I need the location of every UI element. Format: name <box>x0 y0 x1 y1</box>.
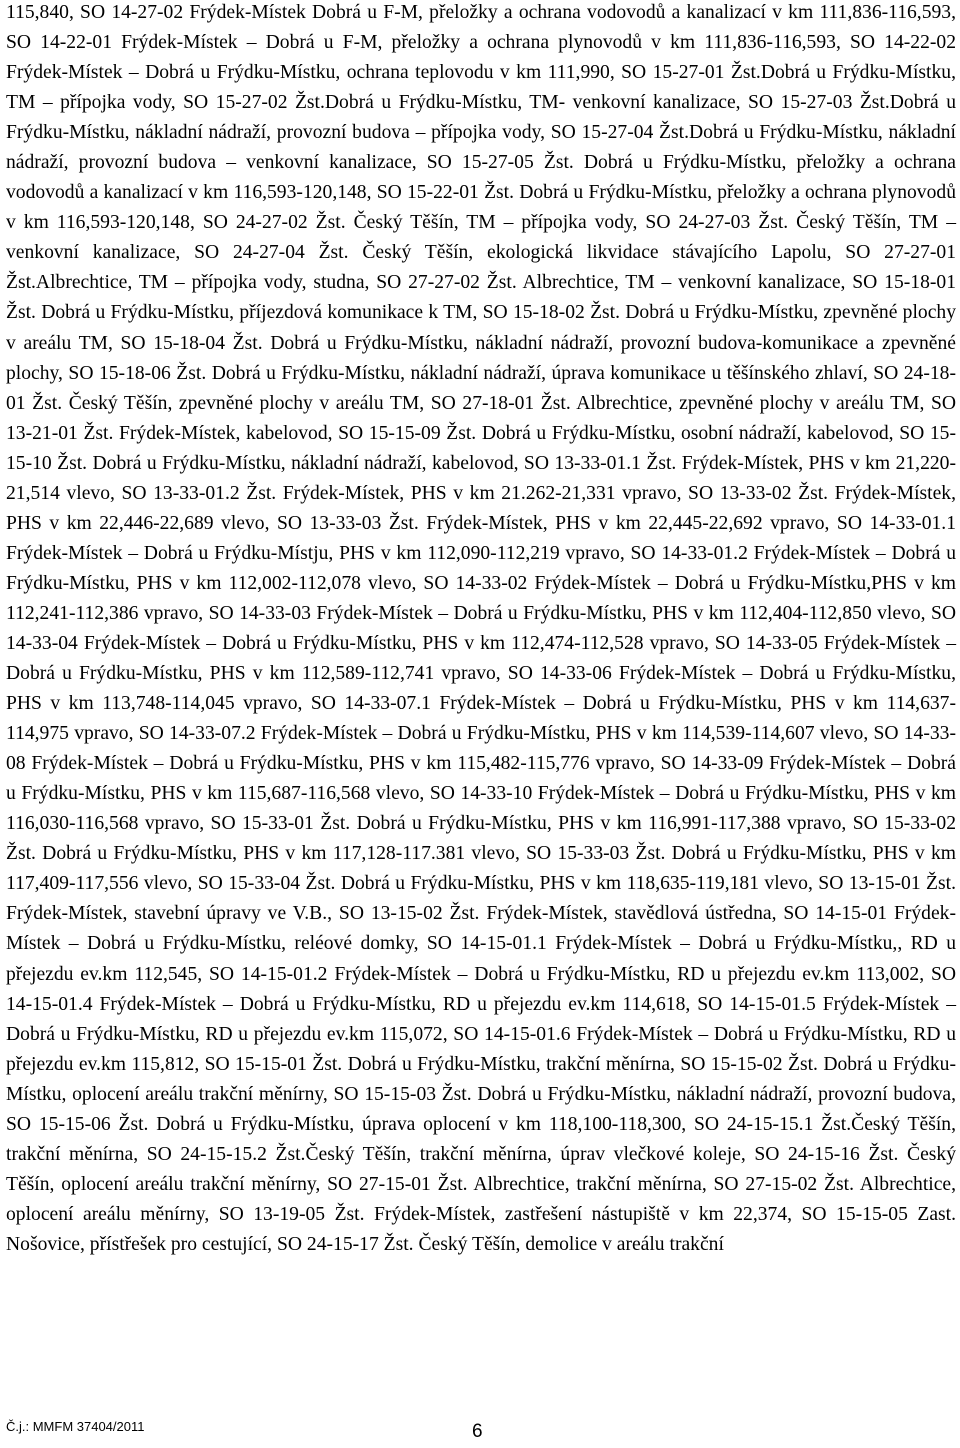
body-paragraph: 115,840, SO 14-27-02 Frýdek-Místek Dobrá u F-M, přeložky a ochrana vodovodů a kanalizací v km 111,836-116,593, SO 14-22-01 Frýdek-Místek – Dobrá u F-M, přeložky a ochrana plynovodů v km 111,836-116,593, SO 14-22-02 Frýdek-Místek – Dobrá u Frýdku-Místku, ochrana teplovodu v km 111,990, SO 15-27-01 Žst.Dobrá u Frýdku-Místku, TM – přípojka vody, SO 15-27-02 Žst.Dobrá u Frýdku-Místku, TM- venkovní kanalizace, SO 15-27-03 Žst.Dobrá u Frýdku-Místku, nákladní nádraží, provozní budova – přípojka vody, SO 15-27-04 Žst.Dobrá u Frýdku-Místku, nákladní nádraží, provozní budova – venkovní kanalizace, SO 15-27-05 Žst. Dobrá u Frýdku-Místku, přeložky a ochrana vodovodů a kanalizací v km 116,593-120,148, SO 15-22-01 Žst. Dobrá u Frýdku-Místku, přeložky a ochrana plynovodů v km 116,593-120,148, SO 24-27-02 Žst. Český Těšín, TM – přípojka vody, SO 24-27-03 Žst. Český Těšín, TM –venkovní kanalizace, SO 24-27-04 Žst. Český Těšín, ekologická likvidace stávajícího Lapolu, SO 27-27-01 Žst.Albrechtice, TM – přípojka vody, studna, SO 27-27-02 Žst. Albrechtice, TM – venkovní kanalizace, SO 15-18-01 Žst. Dobrá u Frýdku-Místku, příjezdová komunikace k TM, SO 15-18-02 Žst. Dobrá u Frýdku-Místku, zpevněné plochy v areálu TM, SO 15-18-04 Žst. Dobrá u Frýdku-Místku, nákladní nádraží, provozní budova-komunikace a zpevněné plochy, SO 15-18-06 Žst. Dobrá u Frýdku-Místku, nákladní nádraží, úprava komunikace u těšínského zhlaví, SO 24-18-01 Žst. Český Těšín, zpevněné plochy v areálu TM, SO 27-18-01 Žst. Albrechtice, zpevněné plochy v areálu TM, SO 13-21-01 Žst. Frýdek-Místek, kabelovod, SO 15-15-09 Žst. Dobrá u Frýdku-Místku, osobní nádraží, kabelovod, SO 15-15-10 Žst. Dobrá u Frýdku-Místku, nákladní nádraží, kabelovod, SO 13-33-01.1 Žst. Frýdek-Místek, PHS v km 21,220-21,514 vlevo, SO 13-33-01.2 Žst. Frýdek-Místek, PHS v km 21.262-21,331 vpravo, SO 13-33-02 Žst. Frýdek-Místek, PHS v km 22,446-22,689 vlevo, SO 13-33-03 Žst. Frýdek-Místek, PHS v km 22,445-22,692 vpravo, SO 14-33-01.1 Frýdek-Místek – Dobrá u Frýdku-Místju, PHS v km 112,090-112,219 vpravo, SO 14-33-01.2 Frýdek-Místek – Dobrá u Frýdku-Místku, PHS v km 112,002-112,078 vlevo, SO 14-33-02 Frýdek-Místek – Dobrá u Frýdku-Místku,PHS v km 112,241-112,386 vpravo, SO 14-33-03 Frýdek-Místek – Dobrá u Frýdku-Místku, PHS v km 112,404-112,850 vlevo, SO 14-33-04 Frýdek-Místek – Dobrá u Frýdku-Místku, PHS v km 112,474-112,528 vpravo, SO 14-33-05 Frýdek-Místek – Dobrá u Frýdku-Místku, PHS v km 112,589-112,741 vpravo, SO 14-33-06 Frýdek-Místek – Dobrá u Frýdku-Místku, PHS v km 113,748-114,045 vpravo, SO 14-33-07.1 Frýdek-Místek – Dobrá u Frýdku-Místku, PHS v km 114,637-114,975 vpravo, SO 14-33-07.2 Frýdek-Místek – Dobrá u Frýdku-Místku, PHS v km 114,539-114,607 vlevo, SO 14-33-08 Frýdek-Místek – Dobrá u Frýdku-Místku, PHS v km 115,482-115,776 vpravo, SO 14-33-09 Frýdek-Místek – Dobrá u Frýdku-Místku, PHS v km 115,687-116,568 vlevo, SO 14-33-10 Frýdek-Místek – Dobrá u Frýdku-Místku, PHS v km 116,030-116,568 vpravo, SO 15-33-01 Žst. Dobrá u Frýdku-Místku, PHS v km 116,991-117,388 vpravo, SO 15-33-02 Žst. Dobrá u Frýdku-Místku, PHS v km 117,128-117.381 vlevo, SO 15-33-03 Žst. Dobrá u Frýdku-Místku, PHS v km 117,409-117,556 vlevo, SO 15-33-04 Žst. Dobrá u Frýdku-Místku, PHS v km 118,635-119,181 vlevo, SO 13-15-01 Žst. Frýdek-Místek, stavební úpravy ve V.B., SO 13-15-02 Žst. Frýdek-Místek, stavědlová ústředna, SO 14-15-01 Frýdek-Místek – Dobrá u Frýdku-Místku, reléové domky, SO 14-15-01.1 Frýdek-Místek – Dobrá u Frýdku-Místku,, RD u přejezdu ev.km 112,545, SO 14-15-01.2 Frýdek-Místek – Dobrá u Frýdku-Místku, RD u přejezdu ev.km 113,002, SO 14-15-01.4 Frýdek-Místek – Dobrá u Frýdku-Místku, RD u přejezdu ev.km 114,618, SO 14-15-01.5 Frýdek-Místek – Dobrá u Frýdku-Místku, RD u přejezdu ev.km 115,072, SO 14-15-01.6 Frýdek-Místek – Dobrá u Frýdku-Místku, RD u přejezdu ev.km 115,812, SO 15-15-01 Žst. Dobrá u Frýdku-Místku, trakční měnírna, SO 15-15-02 Žst. Dobrá u Frýdku-Místku, oplocení areálu trakční měnírny, SO 15-15-03 Žst. Dobrá u Frýdku-Místku, nákladní nádraží, provozní budova, SO 15-15-06 Žst. Dobrá u Frýdku-Místku, úprava oplocení v km 118,100-118,300, SO 24-15-15.1 Žst.Český Těšín, trakční měnírna, SO 24-15-15.2 Žst.Český Těšín, trakční měnírna, úprav vlečkové koleje, SO 24-15-16 Žst. Český Těšín, oplocení areálu trakční měnírny, SO 27-15-01 Žst. Albrechtice, trakční měnírna, SO 27-15-02 Žst. Albrechtice, oplocení areálu měnírny, SO 13-19-05 Žst. Frýdek-Místek, zastřešení nástupiště v km 22,374, SO 15-15-05 Zast. Nošovice, přístřešek pro cestující, SO 24-15-17 Žst. Český Těšín, demolice v areálu trakční <box>6 2 956 1255</box>
document-reference-number: Č.j.: MMFM 37404/2011 <box>6 1419 145 1434</box>
page-number: 6 <box>472 1421 483 1442</box>
